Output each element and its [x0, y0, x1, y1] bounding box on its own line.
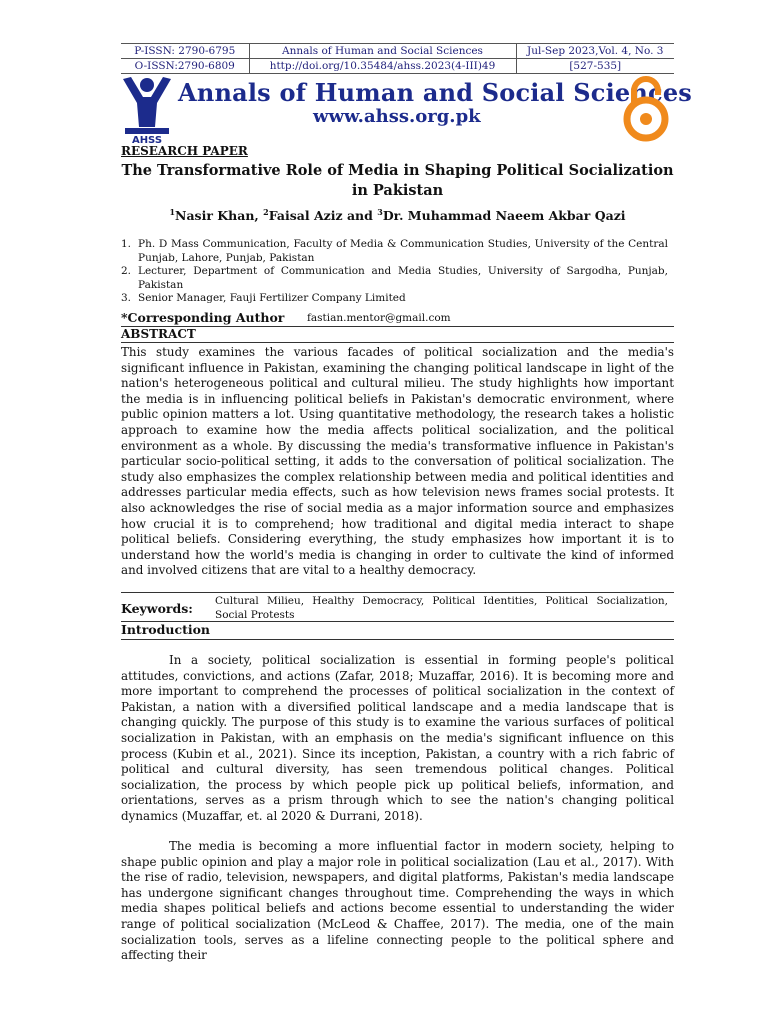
abstract-text: This study examines the various facades of political socialization and the media's significant influence in Pakistan, examining the changing political landscape in light of the nation's heterogeneous political and cultural milieu. The study highlights how important the media is in influencing political beliefs in Pakistan's democratic environment, where public opinion matters a lot. Using quantitative methodology, the research takes a holistic approach to examine how the media affects political socialization, and the political environment as a whole. By discussing the media's transformative influence in Pakistan's particular socio-political setting, it adds to the conversation of political socialization. The study also emphasizes the complex relationship between media and political identities and addresses particular media effects, such as how television news frames social protests. It also acknowledges the rise of social media as a major information source and emphasizes how crucial it is to comprehend; how traditional and digital media interact to shape political beliefs. Considering everything, the study emphasizes how important it is to understand how the world's media is changing in order to cultivate the kind of informed and involved citizens that are vital to a healthy democracy.: [121, 345, 674, 578]
author-name: Nasir Khan,: [175, 208, 264, 224]
keywords-label: Keywords:: [121, 601, 193, 616]
article-type-label: RESEARCH PAPER: [121, 144, 248, 158]
affiliation-number: 3.: [121, 292, 132, 304]
issue-info: Jul-Sep 2023,Vol. 4, No. 3: [516, 44, 674, 59]
author-sup: 3: [377, 207, 383, 217]
journal-info-table: [121, 43, 674, 74]
affiliation-item: [121, 238, 668, 265]
logo-text: AHSS: [131, 135, 163, 145]
journal-name: Annals of Human and Social Sciences: [178, 78, 693, 107]
body-paragraph: In a society, political socialization is essential in forming people's political attitudes, convictions, and actions (Zafar, 2018; Muzaffar, 2016). It is becoming more and more important to comprehend the processes of political socialization in the context of Pakistan, a nation with a diversified political landscape and a media landscape that is changing quickly. The purpose of this study is to examine the various surfaces of political socialization in Pakistan, with an emphasis on the media's significant influence on this process (Kubin et al., 2021). Since its inception, Pakistan, a country with a rich fabric of political and cultural diversity, has seen tremendous political changes. Political socialization, the process by which people pick up political beliefs, information, and orientations, serves as a prism through which to see the nation's changing political dynamics (Muzaffar, et. al 2020 & Durrani, 2018).: [121, 653, 674, 823]
author-name: Faisal Aziz and: [268, 208, 378, 224]
abstract-heading: ABSTRACT: [121, 327, 674, 343]
affiliation-text: Ph. D Mass Communication, Faculty of Media & Communication Studies, University of the Central Punjab, Lahore, Punjab, Pakistan: [138, 238, 668, 264]
body-paragraph: The media is becoming a more influential factor in modern society, helping to shape public opinion and play a major role in political socialization (Lau et al., 2017). With the rise of radio, television, newspapers, and digital platforms, Pakistan's media landscape has undergone significant changes throughout time. Comprehending the ways in which media shapes political beliefs and actions become essential to understanding the wider range of political socialization (McLeod & Chaffee, 2017). The media, one of the main socialization tools, serves as a lifeline connecting people to the political sphere and affecting their: [121, 839, 674, 963]
info-row: [121, 44, 674, 59]
introduction-heading: Introduction: [121, 622, 674, 640]
affiliation-item: [121, 292, 668, 306]
paper-title: The Transformative Role of Media in Shaping Political Socialization in Pakistan: [121, 162, 674, 199]
affiliation-number: 2.: [121, 265, 132, 277]
corresponding-email[interactable]: fastian.mentor@gmail.com: [307, 312, 451, 324]
keywords-row: [121, 592, 674, 622]
corresponding-author-label: *Corresponding Author: [121, 310, 285, 325]
keywords-text: Cultural Milieu, Healthy Democracy, Political Identities, Political Socialization, Social Protests: [215, 595, 668, 621]
o-issn: O-ISSN:2790-6809: [121, 59, 249, 74]
affiliation-list: [121, 238, 668, 306]
affiliation-item: [121, 265, 668, 292]
page-range: [527-535]: [516, 59, 674, 74]
author-name: Dr. Muhammad Naeem Akbar Qazi: [382, 208, 626, 224]
doi-link[interactable]: http://doi.org/10.35484/ahss.2023(4-III)49: [249, 59, 516, 74]
affiliation-text: Senior Manager, Fauji Fertilizer Company Limited: [138, 292, 406, 304]
p-issn: P-ISSN: 2790-6795: [121, 44, 249, 59]
open-access-icon: [620, 73, 672, 143]
journal-short-title: Annals of Human and Social Sciences: [249, 44, 516, 59]
author-sup: 2: [263, 207, 269, 217]
author-sup: 1: [169, 207, 176, 217]
corresponding-author-row: [121, 310, 674, 327]
author-list: [121, 207, 674, 223]
affiliation-number: 1.: [121, 238, 132, 250]
info-row: [121, 59, 674, 74]
affiliation-text: Lecturer, Department of Communication and Media Studies, University of Sargodha, Punjab, Pakistan: [138, 265, 668, 291]
ahss-figure-logo: [121, 75, 173, 145]
journal-url[interactable]: www.ahss.org.pk: [313, 106, 481, 127]
